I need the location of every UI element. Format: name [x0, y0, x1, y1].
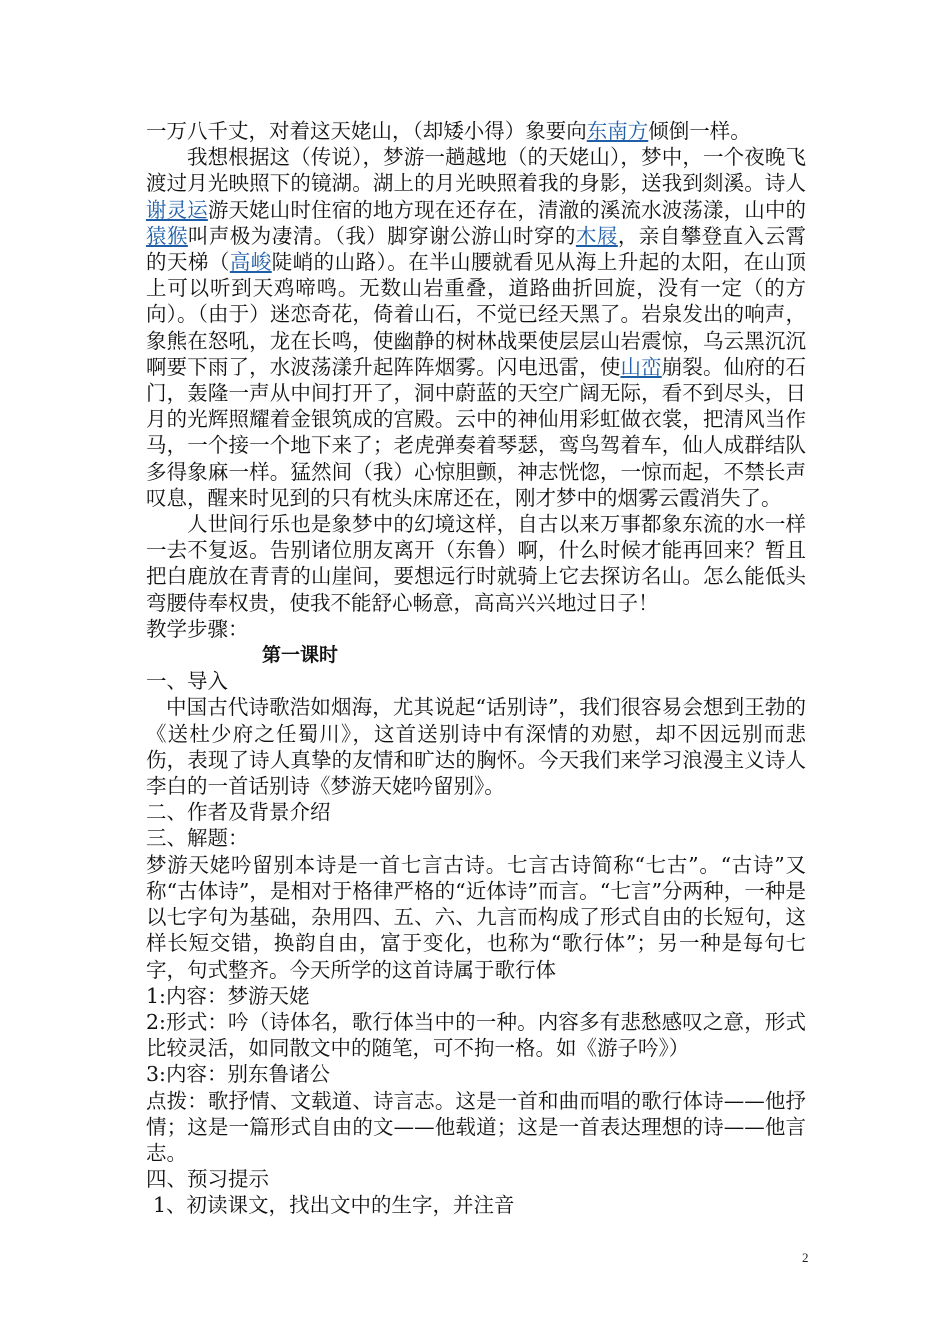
link-muji[interactable]: 木屐: [575, 223, 618, 248]
text-run: 崩裂。仙府的石门，轰隆一声从中间打开了，洞中蔚蓝的天空广阔无际，看不到尽头，日月的光辉照耀着金银筑成的宫殿。云中的神仙用彩虹做衣裳，把清风当作马，一个接一个地下来了；老虎弹奏着琴瑟，鸾鸟驾着车，仙人成群结队多得象麻一样。猛然间（我）心惊胆颤，神志恍惚，一惊而起，不禁长声叹息，醒来时见到的只有枕头床席还在，刚才梦中的烟雾云霞消失了。: [146, 354, 807, 510]
link-dongnanfang[interactable]: 东南方: [586, 119, 649, 143]
text-run: ，亲自攀登直入云霄的天梯（: [146, 223, 807, 275]
section-1-body: 中国古代诗歌浩如烟海，尤其说起“话别诗”，我们很容易会想到王勃的《送杜少府之任蜀川》，这首送别诗中有深情的劝慰，却不因远别而悲伤，表现了诗人真挚的友情和旷达的胸怀。今天我们来学习浪漫主义诗人李白的一首话别诗《梦游天姥吟留别》。: [146, 695, 806, 799]
section-4-heading: 四、预习提示: [146, 1167, 269, 1192]
section-3-item-1: 1:内容：梦游天姥: [146, 983, 310, 1008]
section-3-body: 梦游天姥吟留别本诗是一首七言古诗。七言古诗简称“七古”。“古诗”又称“古体诗”，是相对于格律严格的“近体诗”而言。“七言”分两种，一种是以七字句为基础，杂用四、五、六、九言而构成了形式自由的长短句，这样长短交错，换韵自由，富于变化，也称为“歌行体”；另一种是每句七字，句式整齐。今天所学的这首诗属于歌行体: [146, 852, 806, 982]
translation-paragraph-1: [146, 118, 806, 144]
translation-paragraph-3: 人世间行乐也是象梦中的幻境这样，自古以来万事都象东流的水一样一去不复返。告别诸位朋友离开（东鲁）啊，什么时候才能再回来？暂且把白鹿放在青青的山崖间，要想远行时就骑上它去探访名山。怎么能低头弯腰侍奉权贵，使我不能舒心畅意，高高兴兴地过日子！: [146, 512, 806, 615]
steps-heading: 教学步骤：: [146, 616, 249, 641]
section-3-note: 点拨：歌抒情、文载道、诗言志。这是一首和曲而唱的歌行体诗——他抒情；这是一篇形式自由的文——他载道；这是一首表达理想的诗——他言志。: [146, 1088, 806, 1165]
section-3-item-2: 2:形式：吟（诗体名，歌行体当中的一种。内容多有悲愁感叹之意，形式比较灵活，如同散文中的随笔，可不拘一格。如《游子吟》）: [146, 1009, 806, 1061]
text-run: 陡峭的山路）。在半山腰就看见从海上升起的太阳，在山顶上可以听到天鸡啼鸣。无数山岩重叠，道路曲折回旋，没有一定（的方向）。（由于）迷恋奇花，倚着山石，不觉已经天黑了。岩泉发出的响声，象熊在怒吼，龙在长鸣，使幽静的树林战栗使层层山岩震惊，乌云黑沉沉啊要下雨了，水波荡漾升起阵阵烟雾。闪电迅雷，使: [146, 250, 807, 379]
text-run: 游天姥山时住宿的地方现在还存在，清澈的溪流水波荡漾，山中的: [207, 197, 807, 222]
page-number: 2: [802, 1250, 809, 1265]
link-yuanhou[interactable]: 猿猴: [146, 223, 188, 248]
section-3-item-3: 3:内容：别东鲁诸公: [146, 1062, 330, 1087]
lesson-title: 第一课时: [262, 644, 339, 667]
text-run: 叫声极为凄清。（我）脚穿谢公游山时穿的: [187, 223, 576, 248]
section-2-heading: 二、作者及背景介绍: [146, 800, 331, 825]
link-xie-lingyun[interactable]: 谢灵运: [146, 197, 208, 222]
translation-paragraph-2: [146, 144, 806, 511]
text-run: 我想根据这（传说），梦游一趟越地（的天姥山），梦中，一个夜晚飞渡过月光映照下的镜湖。湖上的月光映照着我的身影，送我到剡溪。诗人: [146, 145, 806, 196]
section-3-heading: 三、解题：: [146, 826, 249, 851]
document-page: [146, 118, 806, 1219]
link-gaojun[interactable]: 高峻: [229, 250, 272, 275]
section-1-heading: 一、导入: [146, 669, 228, 694]
link-shanluan[interactable]: 山峦: [620, 354, 662, 379]
text-run: 倾倒一样。: [648, 119, 751, 143]
section-4-item-1: 1、初读课文，找出文中的生字，并注音: [153, 1193, 515, 1218]
text-run: 一万八千丈，对着这天姥山，（却矮小得）象要向: [146, 119, 587, 143]
